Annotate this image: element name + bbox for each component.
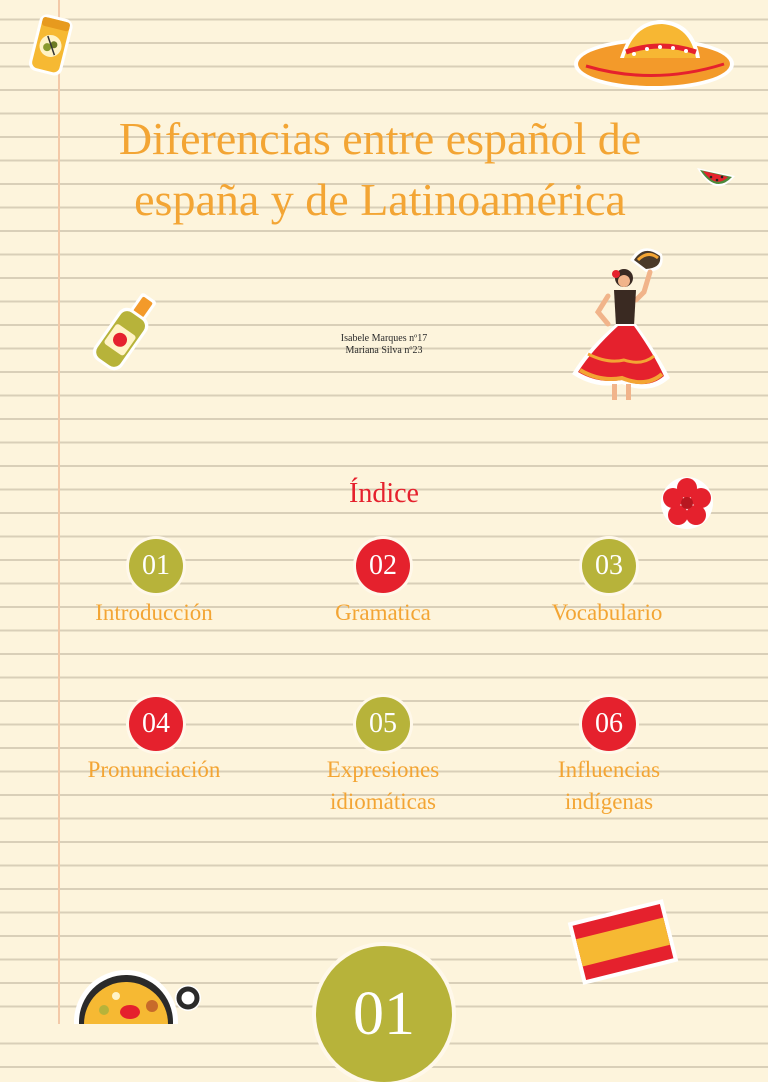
index-heading: Índice <box>349 478 419 509</box>
sombrero-icon <box>572 14 737 96</box>
index-number-badge: 03 <box>582 539 636 593</box>
index-item-label <box>39 754 269 786</box>
index-label-line: Pronunciación <box>87 757 221 782</box>
olive-jar-icon <box>26 10 76 78</box>
watermelon-slice-icon <box>694 162 738 196</box>
paella-pan-icon <box>56 964 206 1024</box>
red-flower-icon <box>660 476 714 530</box>
index-label-line: indígenas <box>564 789 654 814</box>
page-title <box>70 108 690 230</box>
index-number-badge: 06 <box>582 697 636 751</box>
index-number-badge: 02 <box>356 539 410 593</box>
index-item-label <box>39 597 269 629</box>
author-1: Isabele Marques nº17 <box>340 333 428 344</box>
title-line-1: Diferencias entre español de <box>118 113 642 164</box>
spain-flag-icon <box>566 896 680 988</box>
index-label-line: Introducción <box>95 600 213 625</box>
index-label-line: Influencias <box>557 757 661 782</box>
index-item-label <box>268 597 498 629</box>
authors-block <box>284 333 484 357</box>
index-label-line: idiomáticas <box>329 789 437 814</box>
index-label-line: Gramatica <box>335 600 431 625</box>
title-line-2: españa y de Latinoamérica <box>134 174 626 225</box>
index-label-line: Vocabulario <box>551 600 663 625</box>
author-2: Mariana Silva nº23 <box>345 345 423 356</box>
notebook-margin-line <box>58 0 60 1024</box>
index-number-badge: 05 <box>356 697 410 751</box>
sauce-bottle-icon <box>80 292 172 374</box>
index-item-label <box>492 597 722 629</box>
index-number-badge: 01 <box>129 539 183 593</box>
flamenco-dancer-icon <box>566 238 678 410</box>
section-number-badge: 01 <box>316 946 452 1082</box>
index-number-badge: 04 <box>129 697 183 751</box>
index-item-label <box>494 754 724 818</box>
index-item-label <box>268 754 498 818</box>
index-label-line: Expresiones <box>326 757 440 782</box>
